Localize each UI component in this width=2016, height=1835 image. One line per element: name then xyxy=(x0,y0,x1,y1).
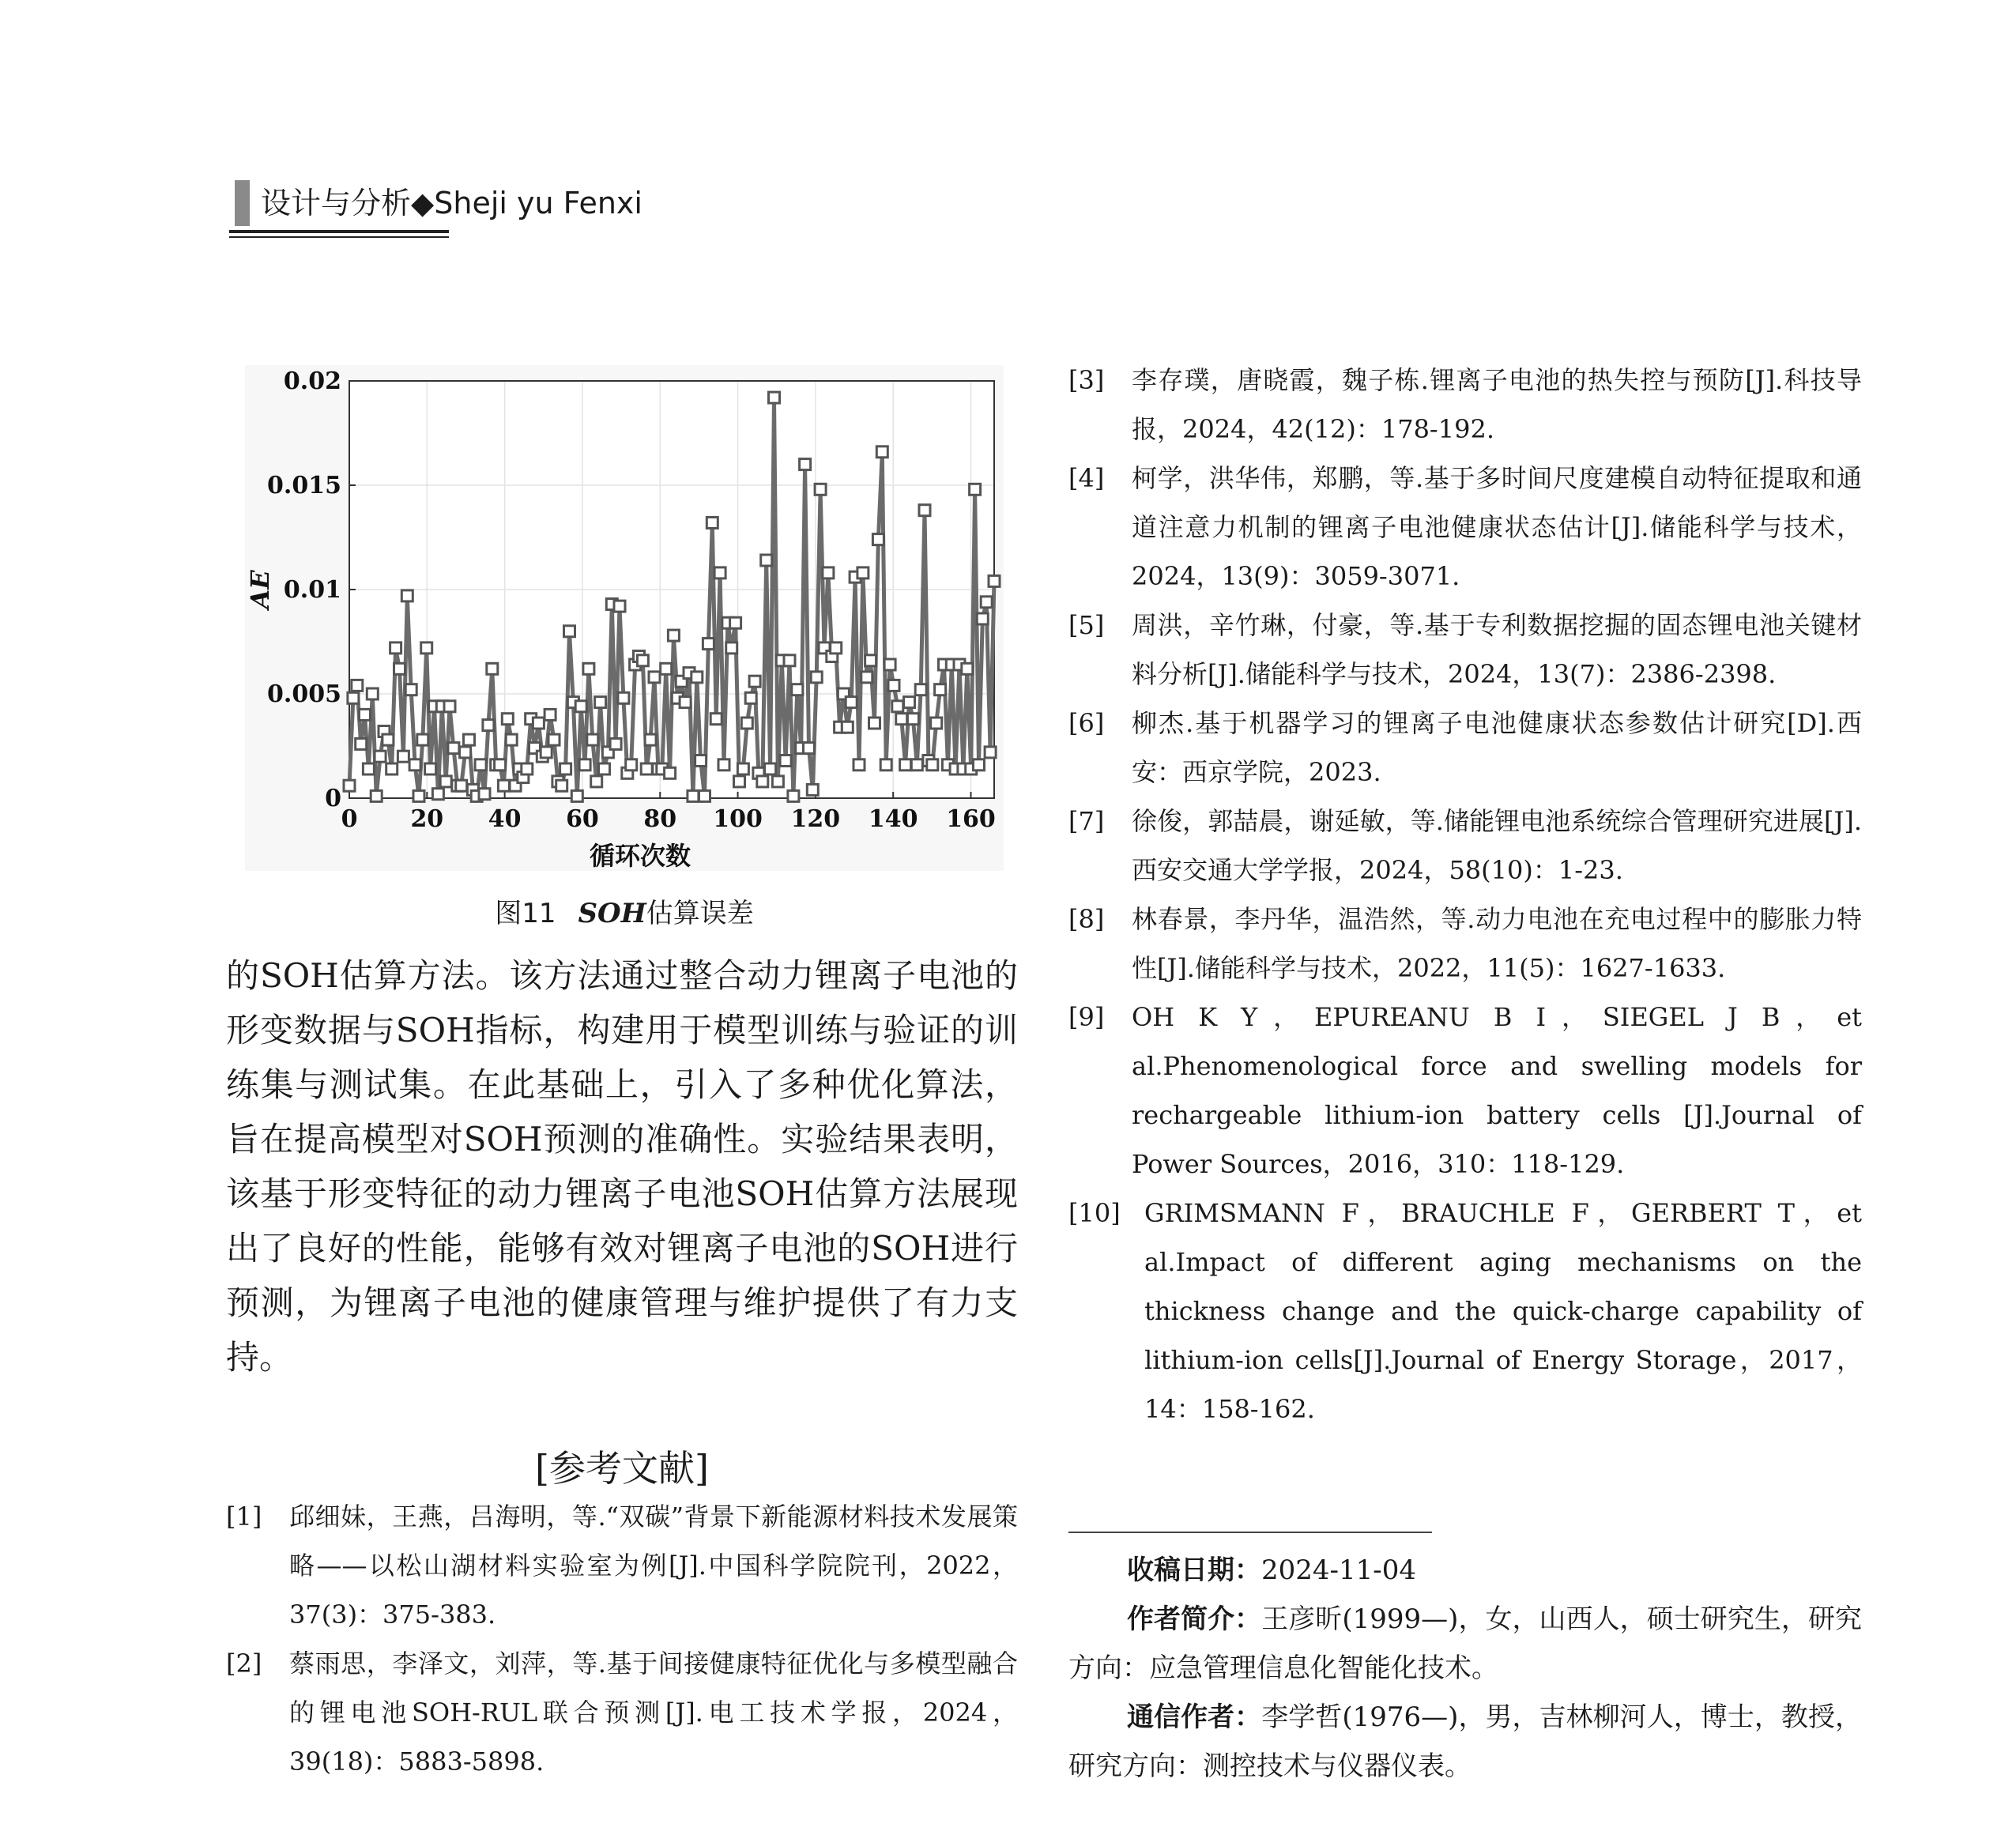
data-point xyxy=(610,738,621,749)
data-point xyxy=(541,747,552,758)
x-tick-label: 120 xyxy=(790,805,841,833)
data-point xyxy=(440,776,451,787)
x-tick-label: 20 xyxy=(410,805,444,833)
figure-caption-text: 估算误差 xyxy=(646,898,754,929)
reference-item xyxy=(1068,797,1862,895)
corresponding-author xyxy=(1068,1693,1862,1791)
data-point xyxy=(974,759,985,771)
data-point xyxy=(479,789,490,800)
footnote-separator xyxy=(1068,1532,1432,1533)
author-label: 作者简介： xyxy=(1127,1603,1262,1635)
x-tick-label: 60 xyxy=(566,805,599,833)
data-point xyxy=(579,759,590,771)
author-bio xyxy=(1068,1595,1862,1693)
data-point xyxy=(506,734,517,745)
reference-number: [4] xyxy=(1068,463,1105,493)
references-heading: [参考文献] xyxy=(535,1447,709,1490)
data-point xyxy=(460,747,471,758)
x-tick-label: 0 xyxy=(341,805,358,833)
data-point xyxy=(892,701,903,712)
reference-text: GRIMSMANN F，BRAUCHLE F，GERBERT T，et al.Impact of different aging mechanisms on the thickness change and the quick-charge capability of lithium-ion cells[J].Journal of Energy Storage，2017，14：158-162. xyxy=(1144,1198,1862,1424)
x-tick-label: 160 xyxy=(946,805,996,833)
data-point xyxy=(495,759,506,771)
reference-text: 林春景，李丹华，温浩然，等.动力电池在充电过程中的膨胀力特性[J].储能科学与技术，2022，11(5)：1627-1633. xyxy=(1132,904,1862,983)
reference-item xyxy=(1068,454,1862,601)
reference-number: [1] xyxy=(226,1502,262,1532)
received-date xyxy=(1068,1546,1862,1595)
data-point xyxy=(599,763,610,774)
data-point xyxy=(989,575,1000,586)
data-point xyxy=(792,684,803,695)
y-tick-label: 0 xyxy=(325,785,341,812)
data-point xyxy=(788,790,799,801)
header-section-pinyin: Sheji yu Fenxi xyxy=(434,186,642,220)
corresponding-value: 李学哲(1976—)，男，吉林柳河人，博士，教授，研究方向：测控技术与仪器仪表。 xyxy=(1068,1701,1863,1782)
data-point xyxy=(352,680,363,691)
data-point xyxy=(618,692,629,703)
data-point xyxy=(780,755,791,767)
data-point xyxy=(448,743,459,754)
soh-error-chart xyxy=(245,365,1004,871)
data-point xyxy=(548,734,560,745)
x-tick-label: 40 xyxy=(488,805,522,833)
data-point xyxy=(745,692,756,703)
data-point xyxy=(413,790,424,801)
data-point xyxy=(981,597,992,608)
data-point xyxy=(533,718,544,729)
reference-number: [10] xyxy=(1068,1198,1121,1228)
data-point xyxy=(587,734,598,745)
data-point xyxy=(865,655,876,666)
y-tick-label: 0.01 xyxy=(283,576,341,604)
y-axis-label: AE xyxy=(245,570,275,609)
reference-item xyxy=(1068,1189,1862,1434)
data-point xyxy=(560,763,571,774)
data-point xyxy=(444,701,455,712)
data-point xyxy=(390,642,401,654)
data-point xyxy=(757,776,768,787)
reference-number: [9] xyxy=(1068,1002,1105,1032)
data-point xyxy=(398,751,409,762)
data-point xyxy=(564,626,575,637)
header-rule-thin xyxy=(229,236,449,238)
data-point xyxy=(556,780,567,791)
data-point xyxy=(487,663,498,674)
data-point xyxy=(575,701,586,712)
data-point xyxy=(737,763,748,774)
author-value: 王彦昕(1999—)，女，山西人，硕士研究生，研究方向：应急管理信息化智能化技术。 xyxy=(1068,1603,1863,1684)
data-point xyxy=(637,655,648,666)
reference-number: [3] xyxy=(1068,365,1105,395)
data-point xyxy=(970,484,981,495)
data-point xyxy=(904,697,915,708)
data-point xyxy=(730,617,741,628)
data-point xyxy=(804,743,815,754)
data-point xyxy=(888,680,899,691)
data-point xyxy=(668,630,679,641)
references-right-column xyxy=(1068,356,1862,1434)
data-point xyxy=(386,763,398,774)
data-point xyxy=(522,763,533,774)
data-point xyxy=(417,734,428,745)
data-point xyxy=(769,392,780,403)
data-point xyxy=(761,555,772,566)
x-tick-label: 140 xyxy=(868,805,918,833)
data-point xyxy=(927,759,938,771)
reference-text: 周洪，辛竹琳，付豪，等.基于专利数据挖掘的固态锂电池关键材料分析[J].储能科学与技术，2024，13(7)：2386-2398. xyxy=(1132,610,1862,689)
data-point xyxy=(421,642,432,654)
data-point xyxy=(360,709,371,720)
data-point xyxy=(375,751,386,762)
data-point xyxy=(394,663,405,674)
data-point xyxy=(896,714,907,725)
data-point xyxy=(456,780,467,791)
data-point xyxy=(367,688,378,699)
data-point xyxy=(498,780,509,791)
data-point xyxy=(800,459,811,470)
data-point xyxy=(734,776,745,787)
data-point xyxy=(772,776,783,787)
data-point xyxy=(691,672,703,683)
data-point xyxy=(985,747,996,758)
data-point xyxy=(502,714,513,725)
data-point xyxy=(665,767,676,778)
data-point xyxy=(807,784,818,795)
data-point xyxy=(854,759,865,771)
data-point xyxy=(661,663,672,674)
data-point xyxy=(699,790,710,801)
data-point xyxy=(765,763,776,774)
data-point xyxy=(688,790,699,801)
running-header xyxy=(261,180,642,226)
references-left-column xyxy=(226,1492,1018,1786)
data-point xyxy=(425,763,436,774)
data-point xyxy=(595,697,606,708)
data-point xyxy=(475,759,486,771)
data-point xyxy=(869,718,880,729)
reference-number: [2] xyxy=(226,1648,262,1679)
reference-number: [6] xyxy=(1068,708,1105,738)
x-axis-label: 循环次数 xyxy=(589,841,691,871)
figure-number: 图11 xyxy=(495,898,556,929)
data-point xyxy=(876,447,887,458)
reference-item xyxy=(1068,356,1862,454)
reference-item xyxy=(1068,699,1862,797)
data-point xyxy=(583,663,594,674)
data-point xyxy=(645,734,656,745)
data-point xyxy=(907,714,918,725)
data-point xyxy=(710,714,722,725)
figure-caption xyxy=(245,891,1004,930)
reference-text: 柯学，洪华伟，郑鹏，等.基于多时间尺度建模自动特征提取和通道注意力机制的锂离子电池健康状态估计[J].储能科学与技术，2024，13(9)：3059-3071. xyxy=(1132,463,1862,591)
data-point xyxy=(846,697,857,708)
header-marker-bar xyxy=(235,180,250,226)
data-point xyxy=(405,684,416,695)
received-value: 2024-11-04 xyxy=(1261,1554,1417,1586)
data-point xyxy=(811,672,822,683)
reference-text: 柳杰.基于机器学习的锂离子电池健康状态参数估计研究[D].西安：西京学院，2023. xyxy=(1132,708,1862,787)
data-point xyxy=(571,790,582,801)
data-point xyxy=(363,763,374,774)
figure-11 xyxy=(245,365,1004,871)
data-point xyxy=(382,734,394,745)
data-point xyxy=(626,759,637,771)
data-point xyxy=(344,780,355,791)
reference-item xyxy=(226,1492,1018,1639)
data-point xyxy=(872,534,884,545)
data-point xyxy=(464,734,475,745)
data-point xyxy=(815,484,826,495)
data-point xyxy=(680,697,691,708)
data-point xyxy=(931,718,942,729)
reference-text: 蔡雨思，李泽文，刘萍，等.基于间接健康特征优化与多模型融合的锂电池SOH-RUL联合预测[J].电工技术学报，2024，39(18)：5883-5898. xyxy=(289,1648,1018,1777)
reference-item xyxy=(1068,993,1862,1189)
reference-item xyxy=(1068,601,1862,699)
y-tick-label: 0.005 xyxy=(267,680,341,708)
reference-number: [7] xyxy=(1068,806,1105,836)
data-point xyxy=(749,676,760,687)
reference-text: 徐俊，郭喆晨，谢延敏，等.储能锂电池系统综合管理研究进展[J].西安交通大学学报，2024，58(10)：1-23. xyxy=(1132,806,1862,885)
x-tick-label: 100 xyxy=(713,805,763,833)
header-section-cn: 设计与分析 xyxy=(261,186,412,220)
data-point xyxy=(409,759,420,771)
data-point xyxy=(614,601,625,612)
reference-number: [5] xyxy=(1068,610,1105,640)
data-point xyxy=(823,567,834,578)
reference-item xyxy=(1068,895,1862,993)
data-point xyxy=(842,722,853,733)
data-point xyxy=(718,759,729,771)
data-point xyxy=(726,642,737,654)
reference-text: 邱细妹，王燕，吕海明，等.“双碳”背景下新能源材料技术发展策略——以松山湖材料实验室为例[J].中国科学院院刊，2022，37(3)：375-383. xyxy=(289,1502,1018,1630)
header-rule-thick xyxy=(229,230,449,233)
data-point xyxy=(371,790,382,801)
data-point xyxy=(483,720,494,731)
data-point xyxy=(911,759,922,771)
header-separator: ◆ xyxy=(411,186,435,220)
data-point xyxy=(401,590,413,601)
data-point xyxy=(884,659,895,670)
reference-text: 李存璞，唐晓霞，魏子栋.锂离子电池的热失控与预防[J].科技导报，2024，42(12)：178-192. xyxy=(1132,365,1862,444)
x-tick-label: 80 xyxy=(643,805,677,833)
data-point xyxy=(356,738,367,749)
data-point xyxy=(861,672,872,683)
figure-caption-italic: SOH xyxy=(578,898,646,929)
data-point xyxy=(857,567,869,578)
data-point xyxy=(695,755,707,767)
data-point xyxy=(831,642,842,654)
data-point xyxy=(714,567,725,578)
data-point xyxy=(741,718,752,729)
data-point xyxy=(348,692,359,703)
received-label: 收稿日期： xyxy=(1127,1554,1261,1586)
data-point xyxy=(703,639,714,650)
reference-item xyxy=(226,1639,1018,1786)
data-point xyxy=(900,759,911,771)
reference-text: OH K Y，EPUREANU B I，SIEGEL J B，et al.Phenomenological force and swelling models for rechargeable lithium-ion battery cells [J].Journal of Power Sources，2016，310：118-129. xyxy=(1132,1002,1862,1179)
data-point xyxy=(545,709,556,720)
data-point xyxy=(784,655,795,666)
data-point xyxy=(962,663,973,674)
data-point xyxy=(977,613,988,624)
data-point xyxy=(707,518,718,529)
data-point xyxy=(880,759,891,771)
data-point xyxy=(649,672,660,683)
corresponding-label: 通信作者： xyxy=(1127,1701,1262,1733)
body-paragraph: 的SOH估算方法。该方法通过整合动力锂离子电池的形变数据与SOH指标，构建用于模型训练与验证的训练集与测试集。在此基础上，引入了多种优化算法，旨在提高模型对SOH预测的准确性。实验结果表明，该基于形变特征的动力锂离子电池SOH估算方法展现出了良好的性能，能够有效对锂离子电池的SOH进行预测，为锂离子电池的健康管理与维护提供了有力支持。 xyxy=(226,956,1018,1377)
y-tick-label: 0.015 xyxy=(267,472,341,499)
reference-number: [8] xyxy=(1068,904,1105,934)
data-point xyxy=(919,505,930,516)
data-point xyxy=(641,763,652,774)
y-tick-label: 0.02 xyxy=(283,367,341,395)
data-point xyxy=(591,776,602,787)
data-point xyxy=(935,684,946,695)
article-meta xyxy=(1068,1546,1862,1791)
data-point xyxy=(432,789,443,800)
data-point xyxy=(915,684,926,695)
